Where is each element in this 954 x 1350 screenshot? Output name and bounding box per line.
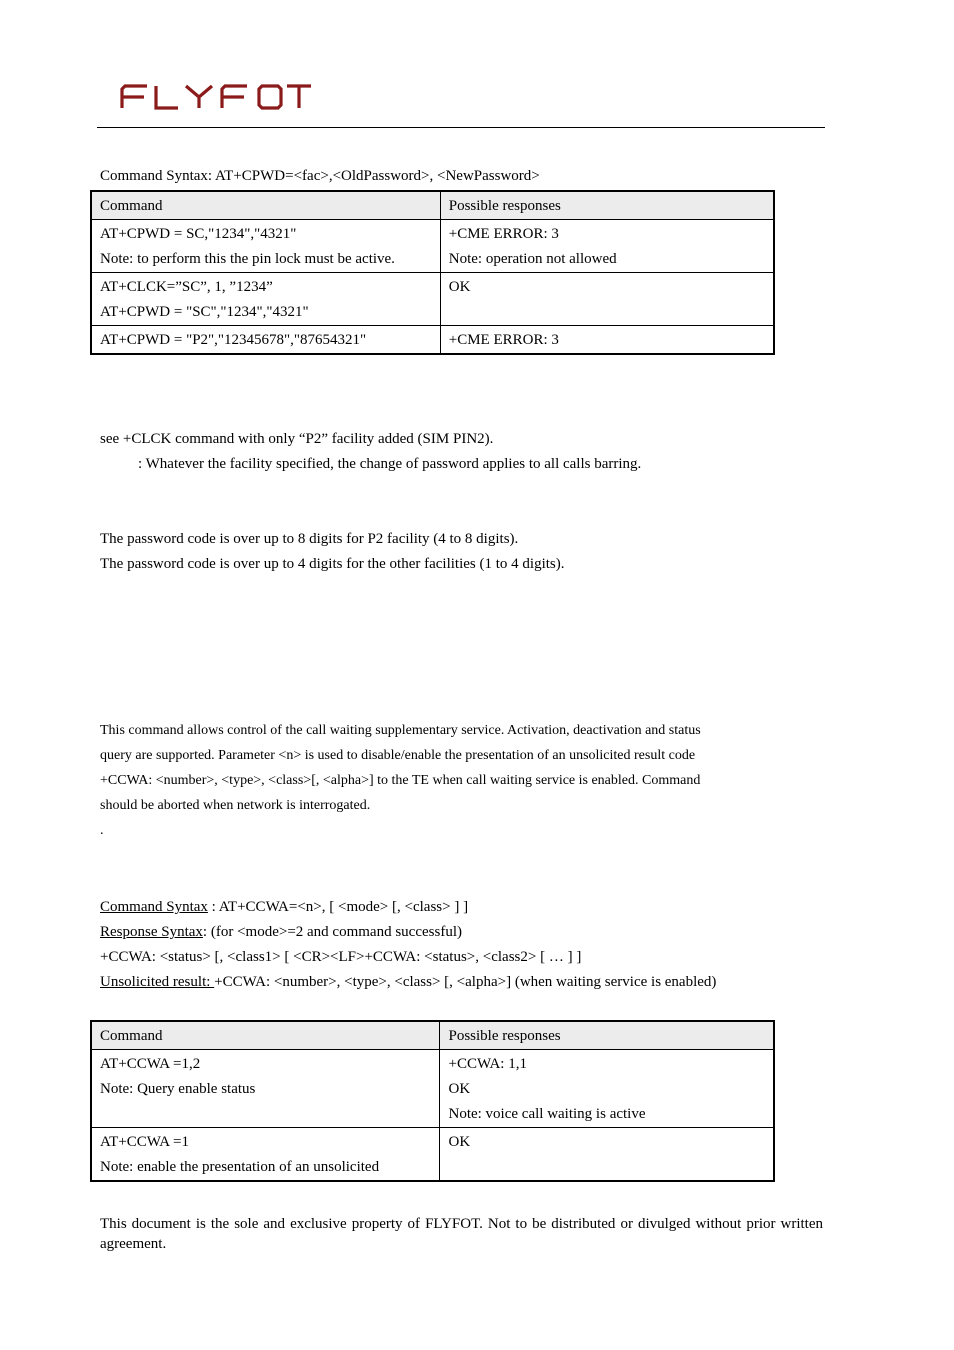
table-row — [91, 273, 774, 326]
response-text: OK — [448, 1081, 471, 1097]
ccwa-response-syntax — [100, 922, 462, 942]
ccwa-description-line: query are supported. Parameter <n> is used to disable/enable the presentation of an unsolicited result code — [100, 748, 696, 763]
response-text: OK — [448, 1134, 471, 1150]
response-note: Note: operation not allowed — [448, 251, 617, 267]
column-header-responses: Possible responses — [440, 191, 774, 220]
table-header-row — [91, 1021, 774, 1050]
unsolicited-label: Unsolicited result: — [100, 974, 215, 990]
ccwa-description-line: . — [100, 823, 104, 838]
flyfot-logo — [120, 84, 312, 115]
ccwa-command-table — [90, 1020, 775, 1182]
command-text: AT+CPWD = SC,"1234","4321" — [100, 226, 297, 242]
response-syntax-label: Response Syntax — [100, 924, 203, 940]
ccwa-unsolicited-result — [100, 972, 716, 992]
command-cell — [91, 326, 440, 355]
response-text: OK — [448, 279, 471, 295]
command-note: Note: enable the presentation of an unsolicited — [100, 1159, 380, 1175]
response-text: +CCWA: 1,1 — [448, 1056, 527, 1072]
command-text: AT+CLCK=”SC”, 1, ”1234” — [100, 279, 273, 295]
ccwa-description-line: +CCWA: <number>, <type>, <class>[, <alpha>] to the TE when call waiting service is enabled. Command — [100, 773, 701, 788]
response-cell — [440, 273, 774, 326]
table-row — [91, 326, 774, 355]
ccwa-response-format: +CCWA: <status> [, <class1> [ <CR><LF>+CCWA: <status>, <class2> [ … ] ] — [100, 949, 582, 965]
column-header-command: Command — [91, 1021, 440, 1050]
response-note: Note: voice call waiting is active — [448, 1106, 646, 1122]
ccwa-description-line: This command allows control of the call waiting supplementary service. Activation, deactivation and status — [100, 723, 701, 738]
table-row — [91, 1128, 774, 1182]
response-syntax-value: : (for <mode>=2 and command successful) — [202, 924, 462, 940]
column-header-responses: Possible responses — [440, 1021, 774, 1050]
column-header-command: Command — [91, 191, 440, 220]
command-note: Note: to perform this the pin lock must be active. — [100, 251, 395, 267]
response-cell — [440, 326, 774, 355]
command-syntax-label: Command Syntax — [100, 899, 208, 915]
command-cell — [91, 1128, 440, 1182]
flyfot-logo-mark — [120, 84, 312, 110]
header-divider — [97, 127, 825, 128]
cpwd-command-table — [90, 190, 775, 355]
password-note-other: The password code is over up to 4 digits for the other facilities (1 to 4 digits). — [100, 556, 565, 572]
response-cell — [440, 220, 774, 273]
ccwa-command-syntax — [100, 897, 468, 917]
table-row — [91, 220, 774, 273]
unsolicited-value: +CCWA: <number>, <type>, <class> [, <alpha>] (when waiting service is enabled) — [214, 974, 717, 990]
footer-disclaimer: This document is the sole and exclusive property of FLYFOT. Not to be distributed or divulged without prior written agreement. — [100, 1216, 823, 1252]
ccwa-description-line: should be aborted when network is interrogated. — [100, 798, 371, 813]
response-cell — [440, 1050, 774, 1128]
fac-note: : Whatever the facility specified, the change of password applies to all calls barring. — [138, 456, 642, 472]
fac-description: see +CLCK command with only “P2” facility added (SIM PIN2). — [100, 431, 494, 447]
command-text: AT+CCWA =1 — [100, 1134, 190, 1150]
table-header-row — [91, 191, 774, 220]
command-syntax-value: : AT+CCWA=<n>, [ <mode> [, <class> ] ] — [207, 899, 469, 915]
table-row — [91, 1050, 774, 1128]
command-text: AT+CCWA =1,2 — [100, 1056, 201, 1072]
response-text: +CME ERROR: 3 — [448, 332, 559, 348]
password-note-p2: The password code is over up to 8 digits for P2 facility (4 to 8 digits). — [100, 531, 519, 547]
command-note: Note: Query enable status — [100, 1081, 256, 1097]
command-cell — [91, 1050, 440, 1128]
cpwd-syntax-line: Command Syntax: AT+CPWD=<fac>,<OldPassword>, <NewPassword> — [100, 168, 540, 184]
command-cell — [91, 220, 440, 273]
command-text: AT+CPWD = "P2","12345678","87654321" — [100, 332, 367, 348]
command-text: AT+CPWD = "SC","1234","4321" — [100, 304, 309, 320]
response-text: +CME ERROR: 3 — [448, 226, 559, 242]
response-cell — [440, 1128, 774, 1182]
command-cell — [91, 273, 440, 326]
